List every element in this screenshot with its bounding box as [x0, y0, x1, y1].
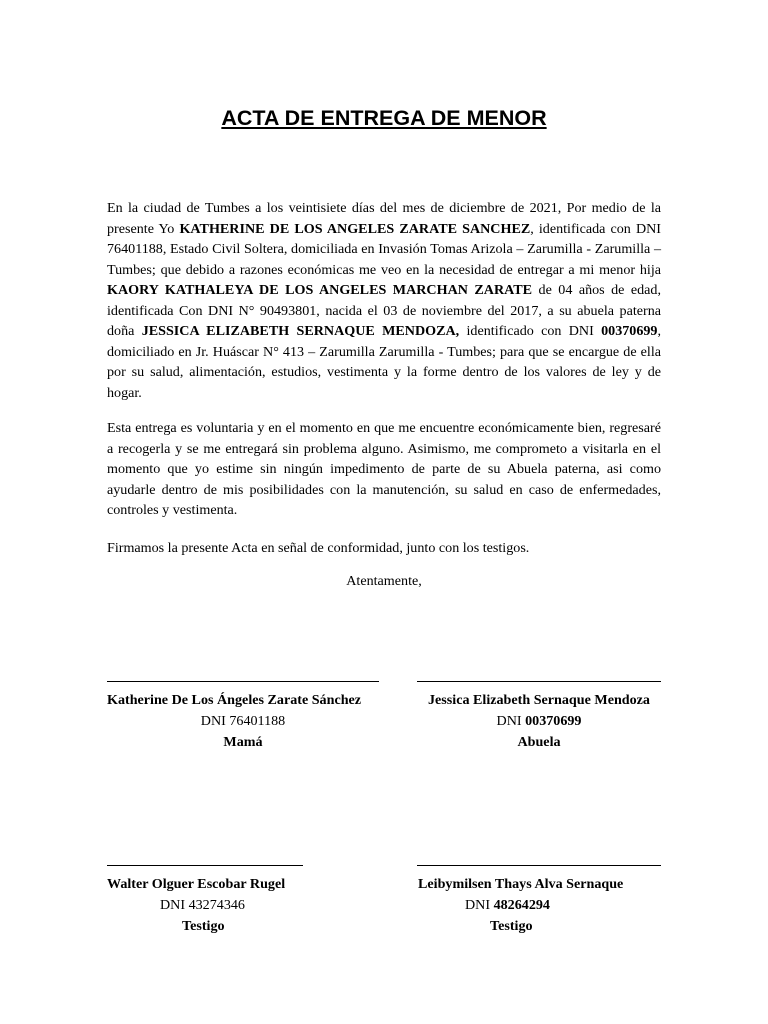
signature-line	[107, 865, 303, 866]
signatory-dni: DNI 00370699	[496, 713, 582, 729]
closing-text: Atentamente,	[346, 573, 422, 589]
signatory-dni: DNI 43274346	[160, 897, 245, 913]
signature-block-witness-2	[417, 865, 661, 937]
text-run: identificado con DNI	[459, 323, 602, 339]
text-run: de 04 años de edad, identificada Con DNI N° 90493801, nacida el 03 de noviembre del 2017, a su abuela paterna doña	[107, 282, 661, 339]
title-text: ACTA DE ENTREGA DE MENOR	[221, 106, 547, 130]
signatory-name: Leibymilsen Thays Alva Sernaque	[418, 876, 624, 892]
signature-line	[417, 681, 661, 682]
signature-block-grandmother	[417, 681, 661, 753]
signature-line	[417, 865, 661, 866]
text-run: En la ciudad de Tumbes a los veintisiete días del mes de diciembre de 2021, Por medio de la presente Yo	[107, 200, 661, 237]
signatory-role: Testigo	[182, 918, 225, 934]
signatory-dni: DNI 76401188	[200, 713, 286, 729]
signatory-name: Walter Olguer Escobar Rugel	[107, 876, 286, 892]
signature-block-witness-1	[107, 865, 303, 937]
paragraph-conformity: Firmamos la presente Acta en señal de conformidad, junto con los testigos.	[107, 540, 530, 556]
bold-run: 00370699	[601, 323, 658, 339]
bold-run: KATHERINE DE LOS ANGELES ZARATE SANCHEZ	[179, 220, 531, 237]
bold-run: KAORY KATHALEYA DE LOS ANGELES MARCHAN ZARATE	[107, 282, 533, 298]
signatory-role: Mamá	[223, 734, 263, 750]
signatory-name: Jessica Elizabeth Sernaque Mendoza	[428, 692, 650, 708]
bold-run: JESSICA ELIZABETH SERNAQUE MENDOZA,	[141, 323, 460, 339]
signatory-dni: DNI 48264294	[465, 897, 550, 913]
signature-line	[107, 681, 379, 682]
paragraph-declaration	[107, 198, 661, 403]
signatory-role: Testigo	[490, 918, 533, 934]
signature-block-mother	[107, 681, 379, 753]
text-run: , identificada con DNI 76401188, Estado Civil Soltera, domiciliada en Invasión Tomas Arizola – Zarumilla - Zarumilla – Tumbes; que debido a razones económicas me veo en la necesidad de entregar a mi menor hija	[107, 220, 661, 278]
text-run: , domiciliado en Jr. Huáscar N° 413 – Zarumilla Zarumilla - Tumbes; para que se encargue de ella por su salud, alimentación, estudios, vestimenta y la forme dentro de los valores de ley y de hogar.	[107, 323, 661, 401]
paragraph-conditions: Esta entrega es voluntaria y en el momento en que me encuentre económicamente bien, regresaré a recogerla y se me entregará sin problema alguno. Asimismo, me comprometo a visitarla en el momento que yo estime sin ningún impedimento de parte de su Abuela paterna, asi como ayudarle dentro de mis posibilidades con la manutención, su salud en caso de enfermedades, controles y vestimenta.	[107, 420, 661, 518]
signatory-role: Abuela	[517, 734, 561, 750]
document-title	[0, 106, 768, 131]
signatory-name: Katherine De Los Ángeles Zarate Sánchez	[107, 692, 362, 708]
